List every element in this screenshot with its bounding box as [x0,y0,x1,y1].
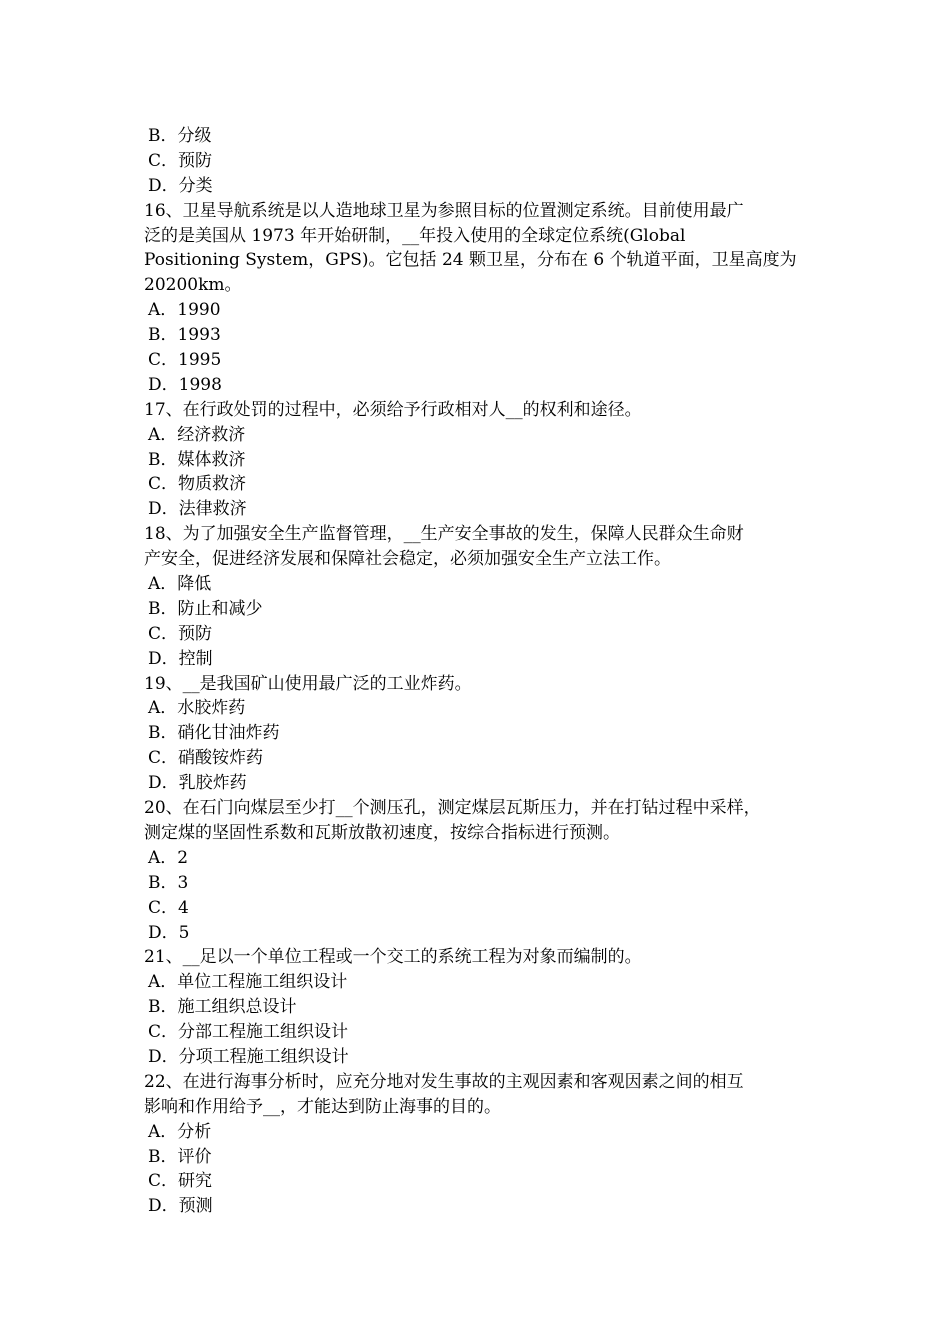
option-text: D．分类 [148,175,213,196]
option-text: D．5 [148,922,190,943]
option-text: A．1990 [148,300,221,321]
answer-option [144,970,806,995]
option-text: D．1998 [148,374,222,395]
question-block [144,796,806,846]
question-text-line: 19、__是我国矿山使用最广泛的工业炸药。 [144,673,472,694]
answer-option [144,174,806,199]
answer-option [144,124,806,149]
answer-option [144,1020,806,1045]
question-text-line: 21、__足以一个单位工程或一个交工的系统工程为对象而编制的。 [144,947,642,968]
option-text: C．预防 [148,150,213,171]
answer-option [144,696,806,721]
question-text-line: 22、在进行海事分析时，应充分地对发生事故的主观因素和客观因素之间的相互 [144,1071,744,1092]
question-text-line: 影响和作用给予__，才能达到防止海事的目的。 [144,1096,501,1117]
question-block [144,398,806,423]
option-text: B．评价 [148,1146,212,1167]
question-block [144,522,806,572]
option-text: A．分析 [148,1121,212,1142]
question-block [144,1070,806,1120]
option-text: B．防止和减少 [148,598,263,619]
option-text: D．控制 [148,648,213,669]
option-text: A．2 [148,847,189,868]
answer-option [144,298,806,323]
question-text-line: 产安全，促进经济发展和保障社会稳定，必须加强安全生产立法工作。 [144,549,671,570]
answer-option [144,1120,806,1145]
option-text: B．分级 [148,126,212,146]
answer-option [144,995,806,1020]
question-text-line: 18、为了加强安全生产监督管理，__生产安全事故的发生，保障人民群众生命财 [144,524,744,545]
option-text: A．经济救济 [148,424,246,445]
option-text: B．硝化甘油炸药 [148,723,280,744]
option-text: C．预防 [148,623,213,644]
answer-option [144,597,806,622]
answer-option [144,423,806,448]
answer-option [144,572,806,597]
question-block [144,945,806,970]
option-text: C．硝酸铵炸药 [148,748,264,769]
answer-option [144,1145,806,1170]
option-text: C．1995 [148,350,222,371]
question-block [144,199,806,299]
option-text: D．分项工程施工组织设计 [148,1046,349,1067]
question-text-line: 16、卫星导航系统是以人造地球卫星为参照目标的位置测定系统。目前使用最广 [144,200,744,221]
answer-option [144,1045,806,1070]
option-text: A．单位工程施工组织设计 [148,972,348,993]
question-block [144,672,806,697]
question-text-line: 测定煤的坚固性系数和瓦斯放散初速度，按综合指标进行预测。 [144,822,620,843]
option-text: B．施工组织总设计 [148,997,297,1018]
question-text-line: Positioning System，GPS)。它包括 24 颗卫星，分布在 6 个轨道平面，卫星高度为 [144,250,797,271]
option-text: C．4 [148,897,189,918]
question-text-line: 20200km。 [144,275,242,296]
option-text: C．物质救济 [148,474,247,495]
question-text-line: 泛的是美国从 1973 年开始研制，__年投入使用的全球定位系统(Global [144,225,686,246]
option-text: D．乳胶炸药 [148,773,247,794]
option-text: A．水胶炸药 [148,698,246,719]
option-text: B．3 [148,872,189,893]
answer-option [144,896,806,921]
answer-option [144,373,806,398]
answer-option [144,622,806,647]
answer-option [144,721,806,746]
answer-option [144,846,806,871]
answer-option [144,323,806,348]
option-text: D．预测 [148,1196,213,1217]
answer-option [144,149,806,174]
answer-option [144,771,806,796]
answer-option [144,472,806,497]
option-text: B．1993 [148,325,221,346]
document-body [144,124,806,1219]
question-text-line: 17、在行政处罚的过程中，必须给予行政相对人__的权利和途径。 [144,399,642,420]
answer-option [144,1169,806,1194]
answer-option [144,746,806,771]
answer-option [144,497,806,522]
option-text: A．降低 [148,574,212,595]
answer-option [144,348,806,373]
answer-option [144,921,806,946]
option-text: C．研究 [148,1171,213,1192]
option-text: B．媒体救济 [148,449,246,470]
option-text: D．法律救济 [148,499,247,520]
question-text-line: 20、在石门向煤层至少打__个测压孔，测定煤层瓦斯压力，并在打钻过程中采样， [144,798,761,819]
answer-option [144,647,806,672]
answer-option [144,871,806,896]
answer-option [144,448,806,473]
answer-option [144,1194,806,1219]
option-text: C．分部工程施工组织设计 [148,1022,349,1043]
